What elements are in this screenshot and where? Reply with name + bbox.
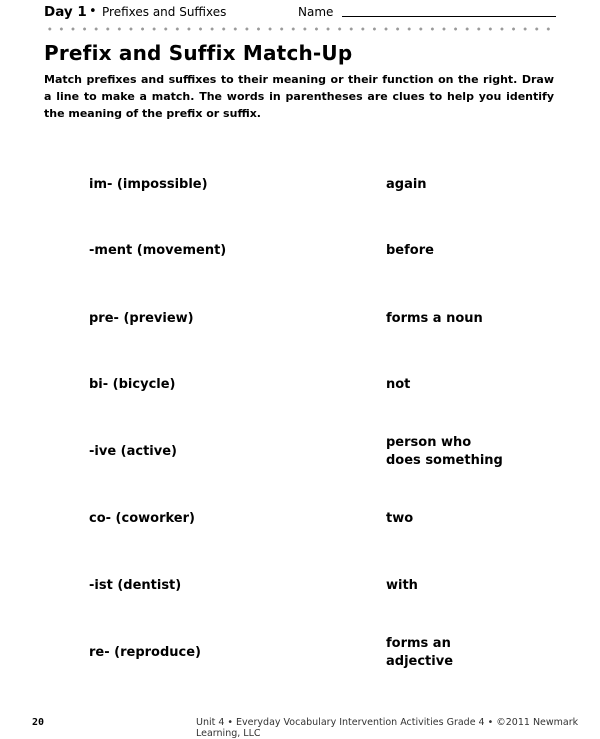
meaning-item[interactable] <box>386 242 434 260</box>
footer-credit: Unit 4 • Everyday Vocabulary Intervention Activities Grade 4 • ©2011 Newmark Learning, LLC <box>196 717 579 739</box>
meaning-item[interactable] <box>386 510 413 528</box>
meaning-line: before <box>386 243 434 258</box>
meaning-line: again <box>386 177 427 192</box>
meaning-item[interactable] <box>386 176 427 194</box>
header-bullet: • <box>89 4 97 19</box>
term-item[interactable]: pre- (preview) <box>89 311 194 326</box>
meaning-item[interactable] <box>386 376 410 394</box>
dotted-divider <box>44 27 556 31</box>
term-item[interactable]: -ist (dentist) <box>89 578 182 593</box>
meaning-line: forms a noun <box>386 311 483 326</box>
meaning-line: forms an <box>386 636 451 651</box>
name-label: Name <box>298 5 334 19</box>
term-item[interactable]: bi- (bicycle) <box>89 377 176 392</box>
meaning-line: person who <box>386 435 472 450</box>
name-field-line[interactable] <box>342 16 556 17</box>
term-item[interactable]: im- (impossible) <box>89 177 208 192</box>
term-item[interactable]: -ive (active) <box>89 444 177 459</box>
meaning-line: adjective <box>386 654 454 669</box>
meaning-line: with <box>386 578 418 593</box>
meaning-line: does something <box>386 453 503 468</box>
meaning-item[interactable] <box>386 577 418 595</box>
worksheet-header <box>44 4 556 24</box>
instructions: Match prefixes and suffixes to their meaning or their function on the right. Draw a line to make a match. The words in parentheses are clues to help you identify the meaning of the prefix or suffix. <box>44 73 554 120</box>
meaning-line: not <box>386 377 411 392</box>
page-title: Prefix and Suffix Match-Up <box>44 41 353 65</box>
meaning-line: two <box>386 511 414 526</box>
meaning-item[interactable] <box>386 310 483 328</box>
term-item[interactable]: -ment (movement) <box>89 243 227 258</box>
meaning-item[interactable] <box>386 434 503 470</box>
term-item[interactable]: co- (coworker) <box>89 511 195 526</box>
page-number: 20 <box>32 717 45 728</box>
day-label: Day 1 <box>44 4 87 20</box>
topic-label: Prefixes and Suffixes <box>102 5 227 19</box>
meaning-item[interactable] <box>386 635 453 671</box>
term-item[interactable]: re- (reproduce) <box>89 645 201 660</box>
